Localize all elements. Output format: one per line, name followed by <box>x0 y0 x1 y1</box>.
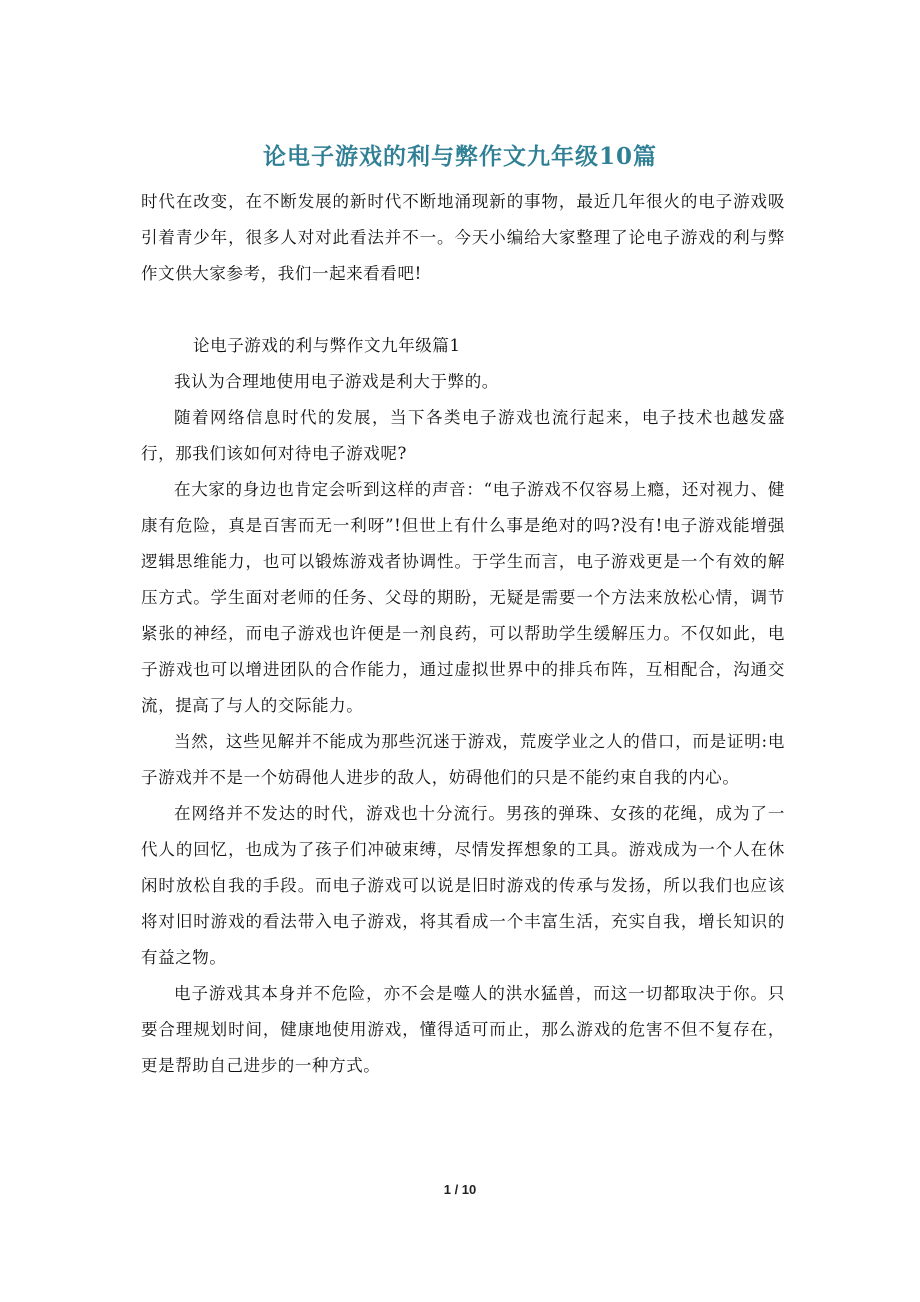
body-paragraph: 随着网络信息时代的发展，当下各类电子游戏也流行起来，电子技术也越发盛行，那我们该如何对待电子游戏呢? <box>141 408 785 463</box>
body-paragraph: 电子游戏其本身并不危险，亦不会是噬人的洪水猛兽，而这一切都取决于你。只要合理规划时间，健康地使用游戏，懂得适可而止，那么游戏的危害不但不复存在，更是帮助自己进步的一种方式。 <box>141 984 785 1075</box>
page-number: 1 / 10 <box>443 1182 477 1197</box>
body-paragraph: 我认为合理地使用电子游戏是利大于弊的。 <box>174 372 499 391</box>
body-paragraph: 当然，这些见解并不能成为那些沉迷于游戏，荒废学业之人的借口，而是证明:电子游戏并不是一个妨碍他人进步的敌人，妨碍他们的只是不能约束自我的内心。 <box>141 732 785 787</box>
document-title: 论电子游戏的利与弊作文九年级10篇 <box>262 143 657 170</box>
body-paragraph: 在网络并不发达的时代，游戏也十分流行。男孩的弹珠、女孩的花绳，成为了一代人的回忆，也成为了孩子们冲破束缚，尽情发挥想象的工具。游戏成为一个人在休闲时放松自我的手段。而电子游戏可以说是旧时游戏的传承与发扬，所以我们也应该将对旧时游戏的看法带入电子游戏，将其看成一个丰富生活，充实自我，增长知识的有益之物。 <box>141 804 785 967</box>
intro-paragraph: 时代在改变，在不断发展的新时代不断地涌现新的事物，最近几年很火的电子游戏吸引着青少年，很多人对对此看法并不一。今天小编给大家整理了论电子游戏的利与弊作文供大家参考，我们一起来看看吧! <box>141 192 785 283</box>
section-heading: 论电子游戏的利与弊作文九年级篇1 <box>193 336 461 355</box>
document-body <box>141 184 785 1084</box>
body-paragraph: 在大家的身边也肯定会听到这样的声音：“电子游戏不仅容易上瘾，还对视力、健康有危险，真是百害而无一利呀”!但世上有什么事是绝对的吗?没有!电子游戏能增强逻辑思维能力，也可以锻炼游戏者协调性。于学生而言，电子游戏更是一个有效的解压方式。学生面对老师的任务、父母的期盼，无疑是需要一个方法来放松心情，调节紧张的神经，而电子游戏也许便是一剂良药，可以帮助学生缓解压力。不仅如此，电子游戏也可以增进团队的合作能力，通过虚拟世界中的排兵布阵，互相配合，沟通交流，提高了与人的交际能力。 <box>141 480 785 715</box>
